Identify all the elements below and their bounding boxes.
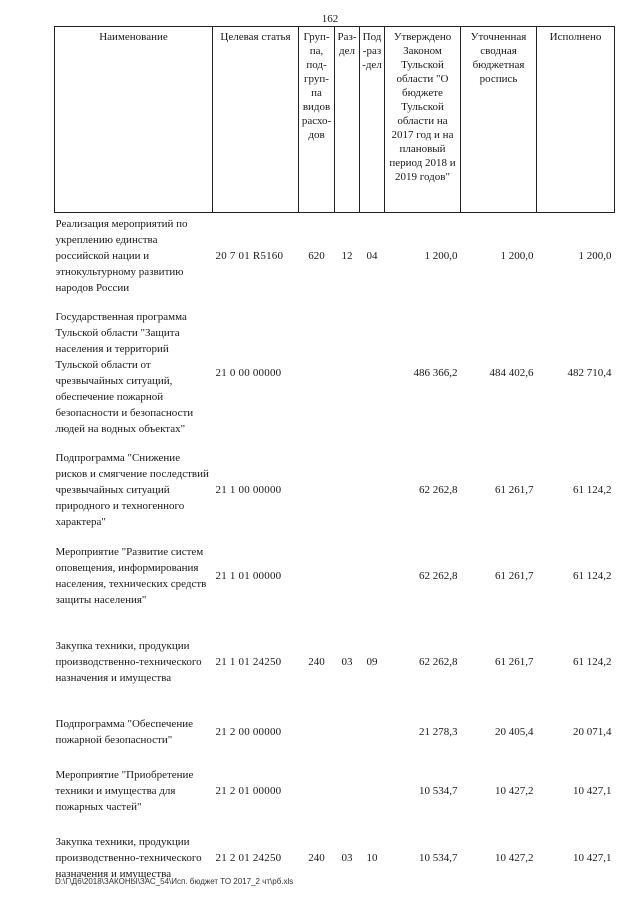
cell-name: Закупка техники, продукции производственно-технического назначения и имущества xyxy=(55,639,202,684)
header-revised: Уточненная сводная бюджетная роспись xyxy=(461,27,537,213)
cell-section: 03 xyxy=(341,851,353,864)
table-row xyxy=(55,213,615,299)
cell-group: 240 xyxy=(308,655,325,668)
table-row xyxy=(55,447,615,533)
cell-code: 21 1 01 00000 xyxy=(215,569,282,582)
cell-section xyxy=(335,759,360,823)
cell-name: Реализация мероприятий по укреплению единства российской нации и этнокультурному развитию народов России xyxy=(55,217,188,294)
cell-revised: 484 402,6 xyxy=(489,366,534,379)
cell-executed: 61 124,2 xyxy=(573,483,612,496)
cell-executed: 20 071,4 xyxy=(573,725,612,738)
cell-name: Мероприятие "Развитие систем оповещения, информирования населения, технических средств защиты населения" xyxy=(55,545,207,606)
cell-section xyxy=(335,705,360,759)
header-row xyxy=(55,27,615,213)
cell-section xyxy=(335,447,360,533)
cell-code: 21 0 00 00000 xyxy=(215,366,282,379)
cell-name: Государственная программа Тульской области "Защита населения и территорий Тульской области от чрезвычайных ситуаций, обеспечение пожарной безопасности и безопасности людей на водных объектах" xyxy=(55,310,194,435)
file-path: D:\Г\Д6\2018\ЗАКОНЫ\ЗАС_54\Исп. бюджет ТО 2017_2 чт\рб.xls xyxy=(55,877,294,886)
cell-group xyxy=(299,447,335,533)
cell-group xyxy=(299,759,335,823)
cell-executed: 61 124,2 xyxy=(573,655,612,668)
cell-approved: 21 278,3 xyxy=(419,725,458,738)
budget-table xyxy=(54,26,615,893)
cell-code: 21 2 00 00000 xyxy=(215,725,282,738)
cell-revised: 10 427,2 xyxy=(495,851,534,864)
page-number: 162 xyxy=(321,13,339,25)
cell-subsection xyxy=(360,759,385,823)
cell-revised: 10 427,2 xyxy=(495,784,534,797)
cell-name: Подпрограмма "Снижение рисков и смягчение последствий чрезвычайных ситуаций природного и техногенного характера" xyxy=(55,451,209,528)
cell-group xyxy=(299,299,335,447)
cell-name: Закупка техники, продукции производственно-технического назначения и имущества xyxy=(55,835,202,880)
cell-section: 03 xyxy=(341,655,353,668)
table-row xyxy=(55,533,615,619)
cell-approved: 486 366,2 xyxy=(413,366,458,379)
cell-code: 21 2 01 00000 xyxy=(215,784,282,797)
header-group: Груп-па, под-груп-па видов расхо-дов xyxy=(299,27,335,213)
cell-subsection xyxy=(360,533,385,619)
table-row xyxy=(55,299,615,447)
cell-revised: 1 200,0 xyxy=(500,249,534,262)
header-target: Целевая статья xyxy=(213,27,299,213)
table-row xyxy=(55,619,615,705)
cell-revised: 20 405,4 xyxy=(495,725,534,738)
cell-subsection: 10 xyxy=(366,851,378,864)
cell-section xyxy=(335,299,360,447)
cell-group xyxy=(299,533,335,619)
cell-approved: 62 262,8 xyxy=(419,569,458,582)
cell-executed: 482 710,4 xyxy=(567,366,612,379)
cell-subsection: 04 xyxy=(366,249,378,262)
cell-approved: 62 262,8 xyxy=(419,483,458,496)
cell-code: 20 7 01 R5160 xyxy=(215,249,284,262)
table-row xyxy=(55,759,615,823)
cell-revised: 61 261,7 xyxy=(495,655,534,668)
cell-subsection: 09 xyxy=(366,655,378,668)
header-approved: Утверждено Законом Тульской области "О бюджете Тульской области на 2017 год и на плановый период 2018 и 2019 годов" xyxy=(385,27,461,213)
cell-group: 620 xyxy=(308,249,325,262)
cell-code: 21 1 01 24250 xyxy=(215,655,282,668)
cell-executed: 1 200,0 xyxy=(578,249,612,262)
cell-subsection xyxy=(360,705,385,759)
cell-name: Мероприятие "Приобретение техники и имущества для пожарных частей" xyxy=(55,768,194,813)
cell-section: 12 xyxy=(341,249,353,262)
cell-executed: 10 427,1 xyxy=(573,784,612,797)
cell-section xyxy=(335,533,360,619)
cell-approved: 10 534,7 xyxy=(419,784,458,797)
cell-approved: 10 534,7 xyxy=(419,851,458,864)
cell-code: 21 2 01 24250 xyxy=(215,851,282,864)
header-executed: Исполнено xyxy=(537,27,615,213)
cell-subsection xyxy=(360,299,385,447)
cell-code: 21 1 00 00000 xyxy=(215,483,282,496)
cell-group: 240 xyxy=(308,851,325,864)
header-section: Раз-дел xyxy=(335,27,360,213)
cell-executed: 61 124,2 xyxy=(573,569,612,582)
cell-revised: 61 261,7 xyxy=(495,569,534,582)
cell-revised: 61 261,7 xyxy=(495,483,534,496)
header-name: Наименование xyxy=(55,27,213,213)
cell-group xyxy=(299,705,335,759)
table-row xyxy=(55,705,615,759)
cell-name: Подпрограмма "Обеспечение пожарной безопасности" xyxy=(55,717,193,746)
cell-executed: 10 427,1 xyxy=(573,851,612,864)
cell-approved: 1 200,0 xyxy=(424,249,458,262)
header-subsection: Под-раз-дел xyxy=(360,27,385,213)
cell-approved: 62 262,8 xyxy=(419,655,458,668)
cell-subsection xyxy=(360,447,385,533)
